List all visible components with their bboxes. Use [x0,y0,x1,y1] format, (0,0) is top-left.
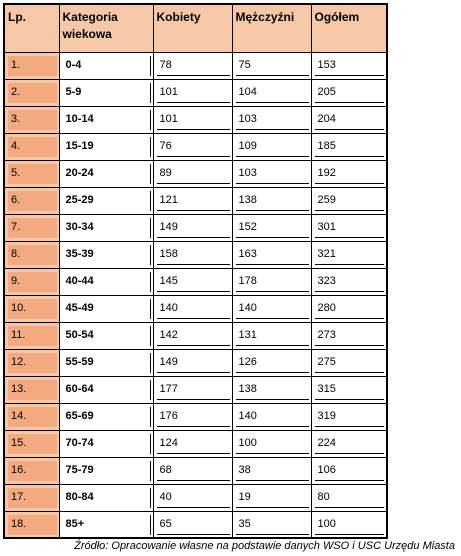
men-count-cell [232,187,311,214]
total-count-cell [311,160,387,187]
age-category-cell [59,484,153,511]
table-row [4,349,387,376]
table-row [4,511,387,538]
age-category-cell [59,403,153,430]
row-number-cell [4,484,59,511]
table-body [4,52,387,538]
men-count-cell [232,106,311,133]
age-category: 75-79 [63,461,151,481]
total-count: 323 [315,272,385,292]
age-category-cell [59,187,153,214]
header-women: Kobiety [153,4,232,52]
row-number-cell [4,295,59,322]
women-count: 142 [157,326,230,346]
men-count-cell [232,241,311,268]
women-count: 76 [157,137,230,157]
table-row [4,160,387,187]
total-count: 224 [315,434,385,454]
women-count-cell [153,511,232,538]
total-count-cell [311,187,387,214]
header-total: Ogółem [311,4,387,52]
row-number: 3. [8,110,57,130]
age-category-cell [59,79,153,106]
age-category: 15-19 [63,137,151,157]
age-category: 65-69 [63,407,151,427]
total-count: 153 [315,56,385,76]
total-count-cell [311,349,387,376]
women-count-cell [153,52,232,79]
women-count: 101 [157,110,230,130]
men-count-cell [232,349,311,376]
men-count: 100 [236,434,309,454]
row-number: 14. [8,407,57,427]
table-row [4,214,387,241]
total-count-cell [311,268,387,295]
age-category: 60-64 [63,380,151,400]
row-number: 17. [8,488,57,508]
women-count-cell [153,241,232,268]
age-category-cell [59,106,153,133]
age-category: 0-4 [63,56,151,76]
header-age-category: Kategoria wiekowa [59,4,153,52]
age-category-cell [59,268,153,295]
row-number: 16. [8,461,57,481]
row-number: 6. [8,191,57,211]
age-category-cell [59,214,153,241]
age-category-cell [59,133,153,160]
men-count: 19 [236,488,309,508]
age-category: 5-9 [63,83,151,103]
total-count: 259 [315,191,385,211]
total-count: 275 [315,353,385,373]
women-count-cell [153,376,232,403]
women-count-cell [153,160,232,187]
women-count-cell [153,79,232,106]
total-count: 273 [315,326,385,346]
men-count: 126 [236,353,309,373]
age-category-cell [59,511,153,538]
row-number-cell [4,457,59,484]
table-row [4,430,387,457]
row-number-cell [4,79,59,106]
row-number: 5. [8,164,57,184]
women-count-cell [153,457,232,484]
men-count-cell [232,376,311,403]
total-count-cell [311,133,387,160]
table-row [4,484,387,511]
women-count: 145 [157,272,230,292]
men-count: 131 [236,326,309,346]
table-row [4,133,387,160]
men-count: 38 [236,461,309,481]
total-count-cell [311,214,387,241]
total-count-cell [311,430,387,457]
total-count-cell [311,457,387,484]
row-number: 9. [8,272,57,292]
row-number-cell [4,268,59,295]
age-category-cell [59,457,153,484]
women-count: 158 [157,245,230,265]
women-count: 89 [157,164,230,184]
row-number-cell [4,376,59,403]
total-count-cell [311,241,387,268]
age-category-cell [59,295,153,322]
total-count-cell [311,322,387,349]
row-number-cell [4,322,59,349]
table-row [4,457,387,484]
women-count: 124 [157,434,230,454]
men-count-cell [232,79,311,106]
total-count-cell [311,376,387,403]
age-category-cell [59,349,153,376]
table-row [4,79,387,106]
men-count-cell [232,403,311,430]
men-count-cell [232,511,311,538]
table-header-row [4,4,387,52]
women-count-cell [153,295,232,322]
women-count-cell [153,403,232,430]
age-category: 20-24 [63,164,151,184]
table-row [4,52,387,79]
women-count: 121 [157,191,230,211]
source-note: Źródło: Opracowanie własne na podstawie danych WSO i USC Urzędu Miasta [74,540,455,552]
total-count: 204 [315,110,385,130]
row-number: 4. [8,137,57,157]
age-category: 50-54 [63,326,151,346]
age-category: 25-29 [63,191,151,211]
total-count-cell [311,484,387,511]
total-count-cell [311,511,387,538]
row-number-cell [4,52,59,79]
row-number-cell [4,160,59,187]
women-count: 149 [157,353,230,373]
age-category: 40-44 [63,272,151,292]
total-count: 301 [315,218,385,238]
age-category-cell [59,376,153,403]
men-count: 178 [236,272,309,292]
row-number: 18. [8,515,57,535]
age-category: 70-74 [63,434,151,454]
women-count-cell [153,268,232,295]
men-count-cell [232,268,311,295]
row-number-cell [4,403,59,430]
total-count: 321 [315,245,385,265]
men-count: 152 [236,218,309,238]
population-table-container [3,3,388,539]
men-count: 104 [236,83,309,103]
row-number: 15. [8,434,57,454]
men-count: 138 [236,380,309,400]
women-count-cell [153,430,232,457]
women-count-cell [153,349,232,376]
total-count: 315 [315,380,385,400]
age-category: 45-49 [63,299,151,319]
age-category: 35-39 [63,245,151,265]
total-count: 106 [315,461,385,481]
table-row [4,295,387,322]
total-count: 100 [315,515,385,535]
row-number: 7. [8,218,57,238]
women-count-cell [153,484,232,511]
men-count: 103 [236,164,309,184]
men-count: 103 [236,110,309,130]
age-category-cell [59,52,153,79]
row-number: 8. [8,245,57,265]
table-row [4,376,387,403]
age-category: 55-59 [63,353,151,373]
men-count: 138 [236,191,309,211]
total-count-cell [311,52,387,79]
total-count-cell [311,295,387,322]
women-count: 149 [157,218,230,238]
men-count-cell [232,430,311,457]
men-count: 35 [236,515,309,535]
table-row [4,403,387,430]
men-count-cell [232,295,311,322]
age-category: 80-84 [63,488,151,508]
men-count-cell [232,484,311,511]
total-count: 319 [315,407,385,427]
row-number-cell [4,214,59,241]
men-count: 140 [236,299,309,319]
row-number: 11. [8,326,57,346]
women-count: 68 [157,461,230,481]
age-category: 85+ [63,515,151,535]
women-count: 101 [157,83,230,103]
men-count-cell [232,133,311,160]
row-number-cell [4,349,59,376]
total-count-cell [311,403,387,430]
age-category-cell [59,241,153,268]
row-number: 2. [8,83,57,103]
total-count: 280 [315,299,385,319]
men-count: 75 [236,56,309,76]
row-number-cell [4,511,59,538]
women-count-cell [153,322,232,349]
men-count: 109 [236,137,309,157]
age-category: 30-34 [63,218,151,238]
women-count: 65 [157,515,230,535]
table-row [4,106,387,133]
women-count-cell [153,187,232,214]
total-count-cell [311,106,387,133]
population-age-table [3,3,388,539]
row-number-cell [4,106,59,133]
men-count-cell [232,322,311,349]
men-count: 163 [236,245,309,265]
women-count: 40 [157,488,230,508]
men-count-cell [232,457,311,484]
table-row [4,322,387,349]
total-count: 185 [315,137,385,157]
women-count: 177 [157,380,230,400]
row-number: 1. [8,56,57,76]
women-count-cell [153,133,232,160]
row-number: 13. [8,380,57,400]
age-category-cell [59,160,153,187]
women-count: 78 [157,56,230,76]
header-men: Mężczyźni [232,4,311,52]
row-number-cell [4,187,59,214]
men-count-cell [232,52,311,79]
table-row [4,268,387,295]
women-count: 140 [157,299,230,319]
total-count: 80 [315,488,385,508]
age-category: 10-14 [63,110,151,130]
men-count-cell [232,160,311,187]
row-number-cell [4,133,59,160]
men-count-cell [232,214,311,241]
total-count-cell [311,79,387,106]
row-number: 12. [8,353,57,373]
women-count: 176 [157,407,230,427]
total-count: 192 [315,164,385,184]
women-count-cell [153,106,232,133]
table-row [4,187,387,214]
header-lp: Lp. [4,4,59,52]
row-number-cell [4,241,59,268]
age-category-cell [59,430,153,457]
women-count-cell [153,214,232,241]
men-count: 140 [236,407,309,427]
table-row [4,241,387,268]
row-number: 10. [8,299,57,319]
row-number-cell [4,430,59,457]
total-count: 205 [315,83,385,103]
age-category-cell [59,322,153,349]
